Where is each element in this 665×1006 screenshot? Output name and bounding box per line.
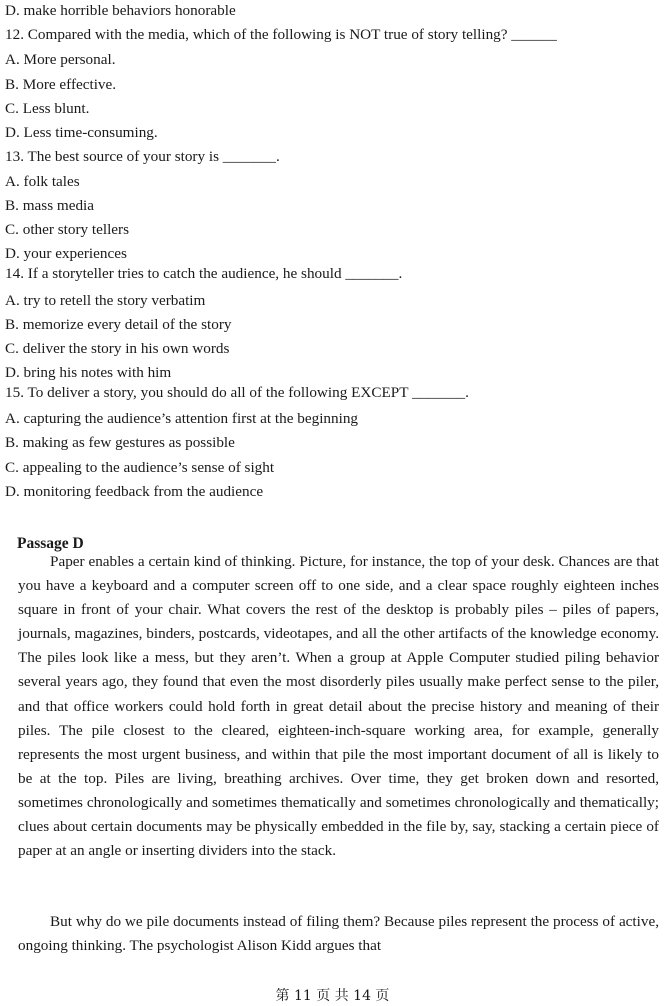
option-14b: B. memorize every detail of the story: [5, 316, 232, 333]
option-12d: D. Less time-consuming.: [5, 124, 158, 141]
option-15a: A. capturing the audience’s attention first at the beginning: [5, 410, 359, 427]
passage-paragraph-1: Paper enables a certain kind of thinking. Picture, for instance, the top of your desk. Chances are that you have a keyboard and a computer screen off to one side, and a clear space roughly eighteen inches square in front of your chair. What covers the rest of the desktop is probably piles – piles of papers, journals, magazines, binders, postcards, videotapes, and all the other artifacts of the knowledge economy. The piles look like a mess, but they aren’t. When a group at Apple Computer studied piling behavior several years ago, they found that even the most disorderly piles usually make perfect sense to the piler, and that office workers could hold forth in great detail about the precise history and meaning of their piles. The pile closest to the cleared, eighteen-inch-square working area, for example, generally represents the most urgent business, and within that pile the most important document of all is likely to be at the top. Piles are living, breathing archives. Over time, they get broken down and resorted, sometimes chronologically and sometimes thematically and sometimes chronologically and thematically; clues about certain documents may be physically embedded in the file by, say, stacking a certain piece of paper at an angle or inserting dividers into the stack.: [18, 553, 659, 860]
question-12: 12. Compared with the media, which of the following is NOT true of story telling? ______: [5, 26, 557, 43]
option-14a: A. try to retell the story verbatim: [5, 292, 206, 309]
option-12c: C. Less blunt.: [5, 100, 90, 117]
option-15d: D. monitoring feedback from the audience: [5, 483, 264, 500]
page-number-footer: 第 11 页 共 14 页: [275, 988, 390, 1004]
passage-paragraph-2: But why do we pile documents instead of filing them? Because piles represent the process of active, ongoing thinking. The psychologist Alison Kidd argues that: [18, 913, 659, 955]
question-14: 14. If a storyteller tries to catch the audience, he should _______.: [5, 265, 403, 282]
option-12b: B. More effective.: [5, 76, 117, 93]
passage-heading: Passage D: [17, 535, 84, 552]
option-13c: C. other story tellers: [5, 221, 130, 238]
option-14c: C. deliver the story in his own words: [5, 340, 230, 357]
option-13b: B. mass media: [5, 197, 95, 214]
question-13: 13. The best source of your story is _______.: [5, 148, 280, 165]
option-15b: B. making as few gestures as possible: [5, 434, 235, 451]
option-11d: D. make horrible behaviors honorable: [5, 2, 236, 19]
option-15c: C. appealing to the audience’s sense of sight: [5, 459, 275, 476]
question-15: 15. To deliver a story, you should do all of the following EXCEPT _______.: [5, 384, 469, 401]
option-13a: A. folk tales: [5, 173, 80, 190]
option-14d: D. bring his notes with him: [5, 364, 172, 381]
option-13d: D. your experiences: [5, 245, 127, 262]
option-12a: A. More personal.: [5, 51, 116, 68]
